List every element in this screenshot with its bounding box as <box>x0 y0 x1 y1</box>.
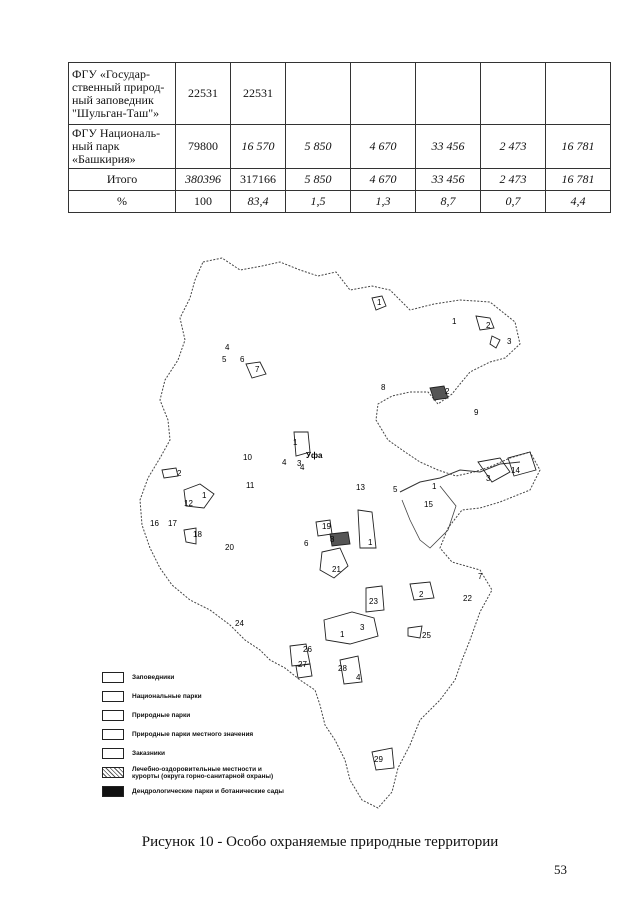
legend-item <box>102 687 284 706</box>
map-area-label: 27 <box>298 660 307 669</box>
table-cell: 22531 <box>176 63 231 125</box>
map-area-label: 3 <box>486 474 491 483</box>
legend-swatch <box>102 729 124 740</box>
map-area-label: 22 <box>463 594 472 603</box>
map-area-label: 29 <box>374 755 383 764</box>
map-area-label: 1 <box>340 630 345 639</box>
table-cell: 4 670 <box>351 169 416 191</box>
table-cell: 380396 <box>176 169 231 191</box>
map-area-label: 1 <box>452 317 457 326</box>
table-cell: 100 <box>176 191 231 213</box>
table-cell: 1,3 <box>351 191 416 213</box>
map-area-label: 2 <box>419 590 424 599</box>
map-area-label: 3 <box>507 337 512 346</box>
map-area-label: 6 <box>240 355 245 364</box>
map-area-label: 28 <box>338 664 347 673</box>
map-area-label: 4 <box>282 458 287 467</box>
map-area-label: 24 <box>235 619 244 628</box>
figure-caption: Рисунок 10 - Особо охраняемые природные территории <box>141 834 499 850</box>
map-area-label: 2 <box>177 469 182 478</box>
map-area-label: 10 <box>243 453 252 462</box>
legend-swatch <box>102 767 124 778</box>
city-label-ufa: Уфа <box>306 451 323 460</box>
map-area-label: 1 <box>432 482 437 491</box>
row-name-cell: ФГУ Националь-ный парк «Башкирия» <box>69 125 176 169</box>
legend-item <box>102 782 284 801</box>
legend-label: Заказники <box>132 750 166 757</box>
map-area-label: 7 <box>478 572 483 581</box>
table-cell: 5 850 <box>286 125 351 169</box>
table-cell: 5 850 <box>286 169 351 191</box>
legend-swatch <box>102 786 124 797</box>
legend-swatch <box>102 710 124 721</box>
map-area-label: 21 <box>332 565 341 574</box>
map-area-label: 7 <box>255 365 260 374</box>
table-cell: 2 473 <box>481 125 546 169</box>
map-area-label: 4 <box>300 463 305 472</box>
legend-item <box>102 744 284 763</box>
legend-label: Заповедники <box>132 674 175 681</box>
map-area-label: 4 <box>225 343 230 352</box>
legend-item <box>102 668 284 687</box>
legend-label: Природные парки <box>132 712 191 719</box>
table-cell: 16 781 <box>546 125 611 169</box>
map-area-label: 8 <box>330 535 335 544</box>
map-area-label: 3 <box>360 623 365 632</box>
legend-swatch <box>102 691 124 702</box>
map-area-label: 26 <box>303 645 312 654</box>
table-cell: 33 456 <box>416 125 481 169</box>
map-area-label: 15 <box>424 500 433 509</box>
table-cell: 1,5 <box>286 191 351 213</box>
map-area-label: 9 <box>474 408 479 417</box>
legend-label: Природные парки местного значения <box>132 731 254 738</box>
map-area-label: 20 <box>225 543 234 552</box>
table-cell: 22531 <box>231 63 286 125</box>
map-area-label: 2 <box>486 321 491 330</box>
row-name-cell: ФГУ «Государ-ственный природ-ный заповедник "Шульган-Таш"» <box>69 63 176 125</box>
map-area-label: 25 <box>422 631 431 640</box>
map-area-label: 6 <box>304 539 309 548</box>
table-cell: 0,7 <box>481 191 546 213</box>
map-area-label: 1 <box>202 491 207 500</box>
map-area-label: 5 <box>222 355 227 364</box>
map-area-label: 12 <box>184 499 193 508</box>
legend-swatch <box>102 748 124 759</box>
map-area-label: 11 <box>246 481 255 490</box>
map-area-label: 8 <box>381 383 386 392</box>
map-area-label: 18 <box>193 530 202 539</box>
table-cell: 4,4 <box>546 191 611 213</box>
table-cell: 16 570 <box>231 125 286 169</box>
row-name-cell: % <box>69 191 176 213</box>
table-cell: 2 473 <box>481 169 546 191</box>
legend-item <box>102 725 284 744</box>
legend-item <box>102 706 284 725</box>
map-legend <box>102 668 284 801</box>
legend-label: Лечебно-оздоровительные местности и курорты (округа горно-санитарной охраны) <box>132 765 274 780</box>
page-number: 53 <box>554 862 567 877</box>
map-area-label: 1 <box>377 298 382 307</box>
map-area-label: 2 <box>445 387 450 396</box>
map-area-label: 3 <box>297 459 302 468</box>
map-area-label: 13 <box>356 483 365 492</box>
map-area-label: 1 <box>293 438 298 447</box>
map-area-label: 16 <box>150 519 159 528</box>
row-name-cell: Итого <box>69 169 176 191</box>
table-cell: 317166 <box>231 169 286 191</box>
map-area-label: 1 <box>368 538 373 547</box>
legend-label: Дендрологические парки и ботанические сады <box>132 788 284 795</box>
legend-swatch <box>102 672 124 683</box>
map-area-label: 5 <box>393 485 398 494</box>
map-area-label: 19 <box>322 522 331 531</box>
table-cell: 83,4 <box>231 191 286 213</box>
table-cell: 33 456 <box>416 169 481 191</box>
map-area-label: 14 <box>511 466 520 475</box>
table-cell: 8,7 <box>416 191 481 213</box>
legend-item <box>102 763 284 782</box>
legend-label: Национальные парки <box>132 693 202 700</box>
map-area-label: 17 <box>168 519 177 528</box>
table-cell: 4 670 <box>351 125 416 169</box>
map-area-label: 4 <box>356 673 361 682</box>
table-cell: 79800 <box>176 125 231 169</box>
table-cell: 16 781 <box>546 169 611 191</box>
map-area-label: 23 <box>369 597 378 606</box>
